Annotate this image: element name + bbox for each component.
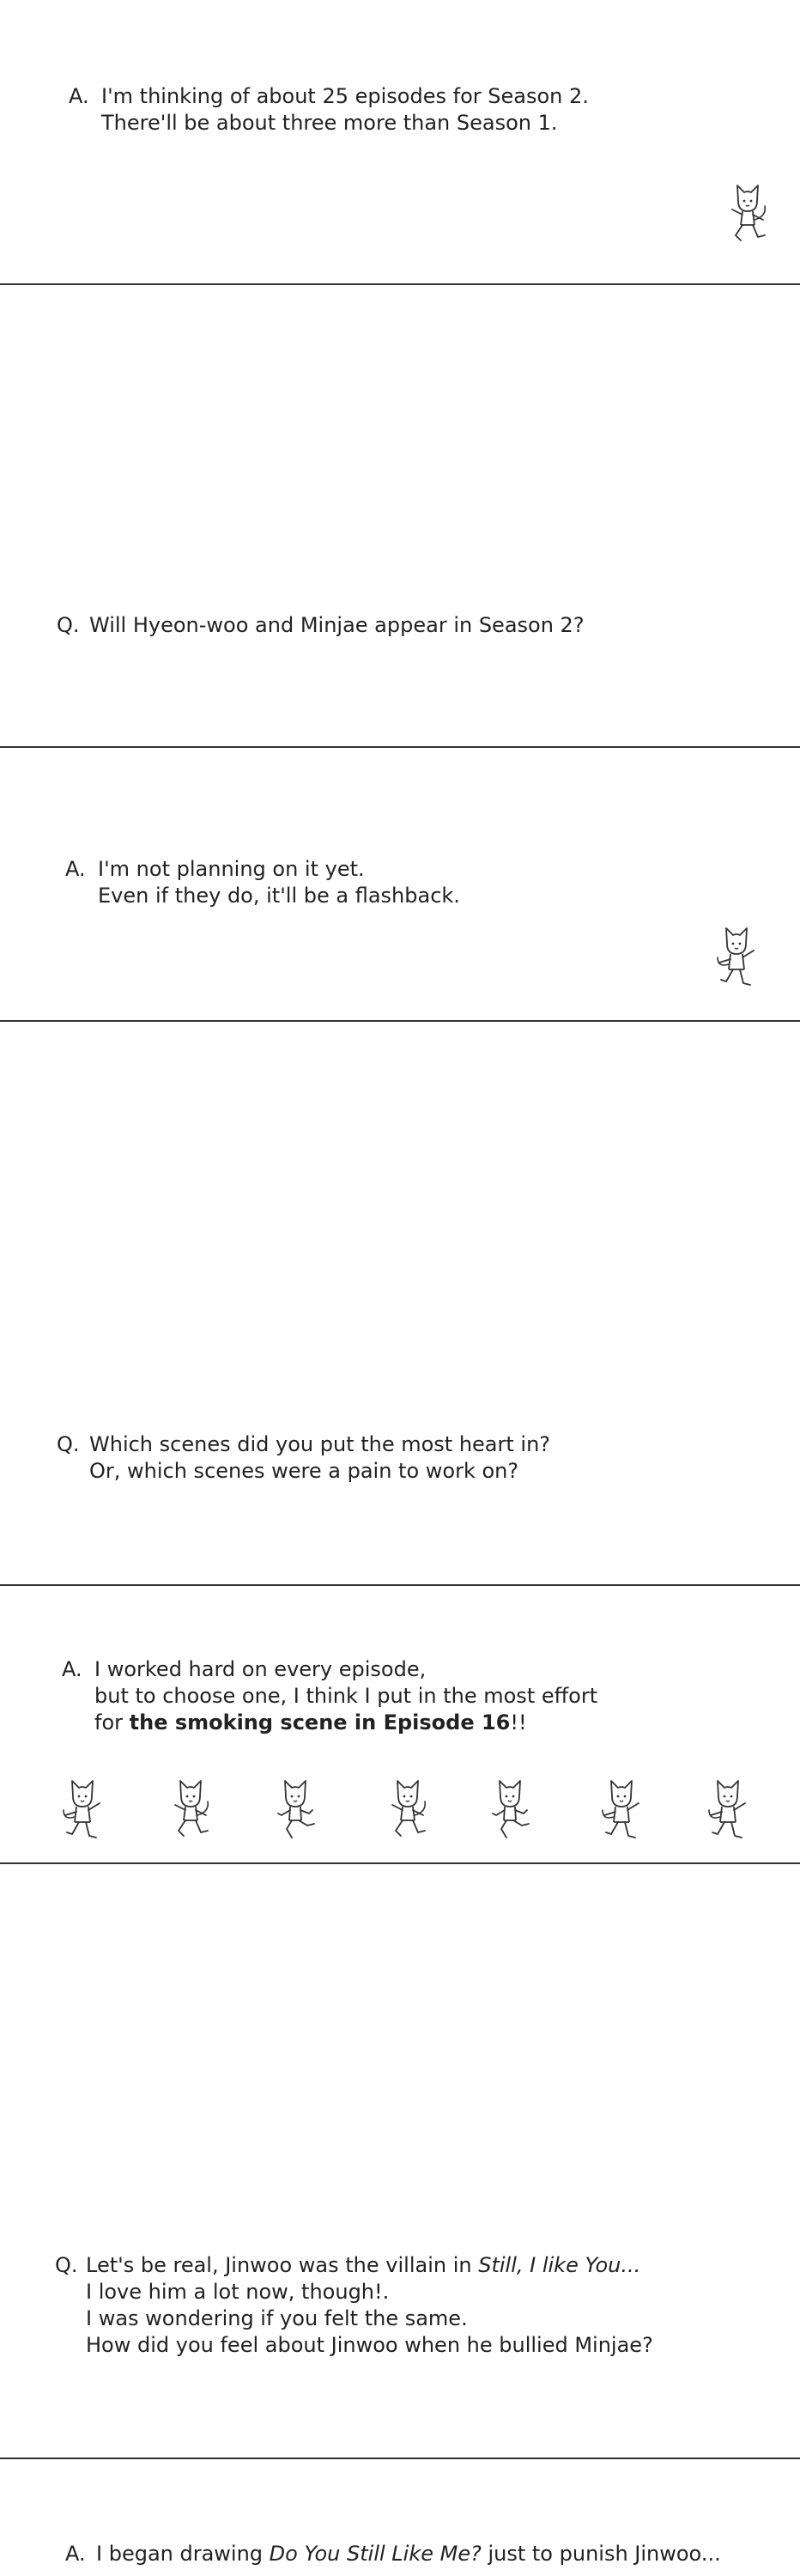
dancing-cat-icon [704, 1776, 752, 1843]
highlighted-scene: the smoking scene in Episode 16 [129, 1710, 511, 1735]
answer-line-suffix: just to punish Jinwoo... [481, 2542, 721, 2566]
answer-marker: A. [65, 2542, 86, 2566]
answer-line-suffix: !! [510, 1710, 527, 1735]
dancing-cat-icon [58, 1776, 106, 1843]
answer-line: I'm not planning on it yet. [98, 857, 365, 881]
panel-divider [0, 1862, 800, 1864]
work-title: Do You Still Like Me? [269, 2542, 482, 2566]
panel-divider [0, 2458, 800, 2459]
dancing-cat-icon [271, 1776, 319, 1843]
question-line-prefix: Let's be real, Jinwoo was the villain in [86, 2253, 479, 2277]
question-marker: Q. [55, 2253, 78, 2277]
panel-divider [0, 1584, 800, 1586]
dancing-cat-icon [712, 923, 761, 990]
answer-line: I'm thinking of about 25 episodes for Season 2. [101, 84, 589, 108]
question-line: I was wondering if you felt the same. [86, 2306, 468, 2330]
dancing-cat-icon [597, 1776, 645, 1843]
question-line: Will Hyeon-woo and Minjae appear in Season 2? [89, 613, 585, 637]
answer-line [94, 1710, 597, 1736]
answer-line: There'll be about three more than Season 1. [101, 111, 558, 135]
answer-line-prefix: for [94, 1710, 130, 1735]
answer-line-prefix: I began drawing [96, 2542, 270, 2566]
answer-marker: A. [69, 84, 89, 108]
question-line: How did you feel about Jinwoo when he bullied Minjae? [86, 2333, 653, 2357]
panel-divider [0, 746, 800, 748]
work-title: Still, I like You... [478, 2253, 641, 2277]
answer-marker: A. [62, 1657, 82, 1681]
answer-line: Even if they do, it'll be a flashback. [98, 884, 460, 908]
question-line: Which scenes did you put the most heart in? [89, 1432, 551, 1456]
answer-line: I worked hard on every episode, [94, 1657, 427, 1681]
question-line [86, 2252, 653, 2279]
answer-line: but to choose one, I think I put in the most effort [94, 1684, 598, 1708]
answer-line [96, 2541, 721, 2567]
dancing-cat-icon [384, 1776, 432, 1843]
answer-marker: A. [65, 857, 86, 881]
question-line: Or, which scenes were a pain to work on? [89, 1459, 519, 1483]
panel-divider [0, 283, 800, 285]
question-marker: Q. [57, 613, 80, 637]
dancing-cat-icon [724, 180, 772, 247]
dancing-cat-icon [167, 1776, 215, 1843]
dancing-cat-icon [486, 1776, 534, 1843]
panel-divider [0, 1020, 800, 1022]
question-line: I love him a lot now, though!. [86, 2280, 390, 2304]
question-marker: Q. [57, 1432, 80, 1456]
